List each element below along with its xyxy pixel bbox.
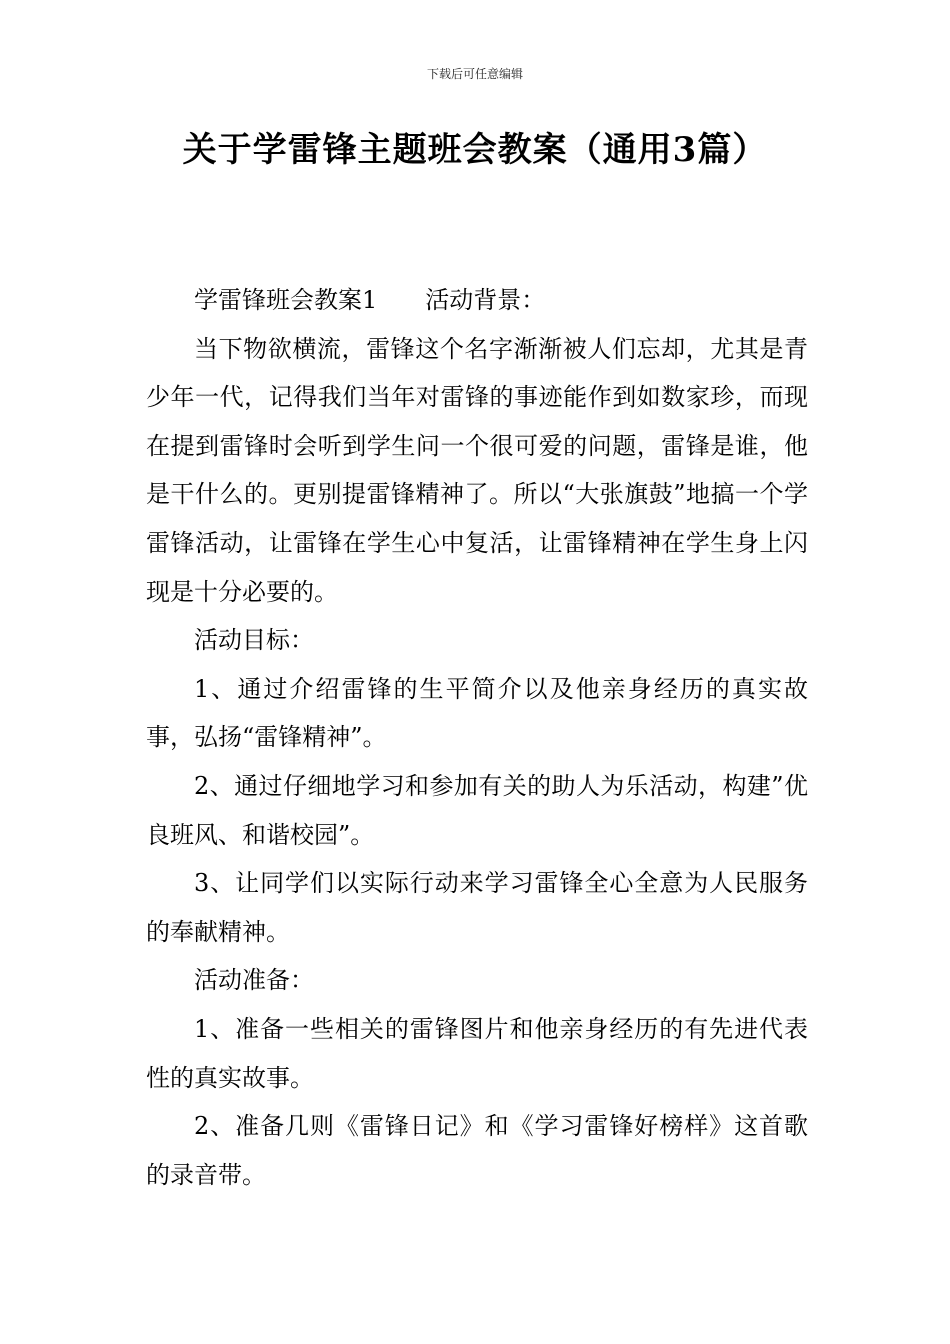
heading-goals: 活动目标：	[194, 626, 314, 655]
goal-item-3: 3、让同学们以实际行动来学习雷锋全心全意为人民服务的奉献精神。	[146, 869, 808, 946]
document-title: 关于学雷锋主题班会教案（通用3篇）	[182, 130, 768, 170]
lesson-label: 学雷锋班会教案1	[194, 286, 378, 314]
goal-item-2: 2、通过仔细地学习和参加有关的助人为乐活动，构建”优良班风、和谐校园”。	[146, 771, 808, 849]
header-note: 下载后可任意编辑	[426, 67, 523, 81]
document-body	[146, 276, 808, 1199]
paragraph-background: 当下物欲横流，雷锋这个名字渐渐被人们忘却，尤其是青少年一代，记得我们当年对雷锋的事迹能作到如数家珍，而现在提到雷锋时会听到学生问一个很可爱的问题，雷锋是谁，他是干什么的。更别提雷锋精神了。所以“大张旗鼓”地搞一个学雷锋活动，让雷锋在学生心中复活，让雷锋精神在学生身上闪现是十分必要的。	[146, 334, 808, 606]
goal-item-1: 1、通过介绍雷锋的生平简介以及他亲身经历的真实故事，弘扬“雷锋精神”。	[146, 674, 808, 752]
intro-line	[146, 276, 808, 325]
prep-item-1: 1、准备一些相关的雷锋图片和他亲身经历的有先进代表性的真实故事。	[146, 1014, 808, 1092]
background-label: 活动背景：	[425, 286, 546, 314]
prep-item-2: 2、准备几则《雷锋日记》和《学习雷锋好榜样》这首歌的录音带。	[146, 1112, 808, 1189]
heading-preparation: 活动准备：	[194, 966, 314, 995]
